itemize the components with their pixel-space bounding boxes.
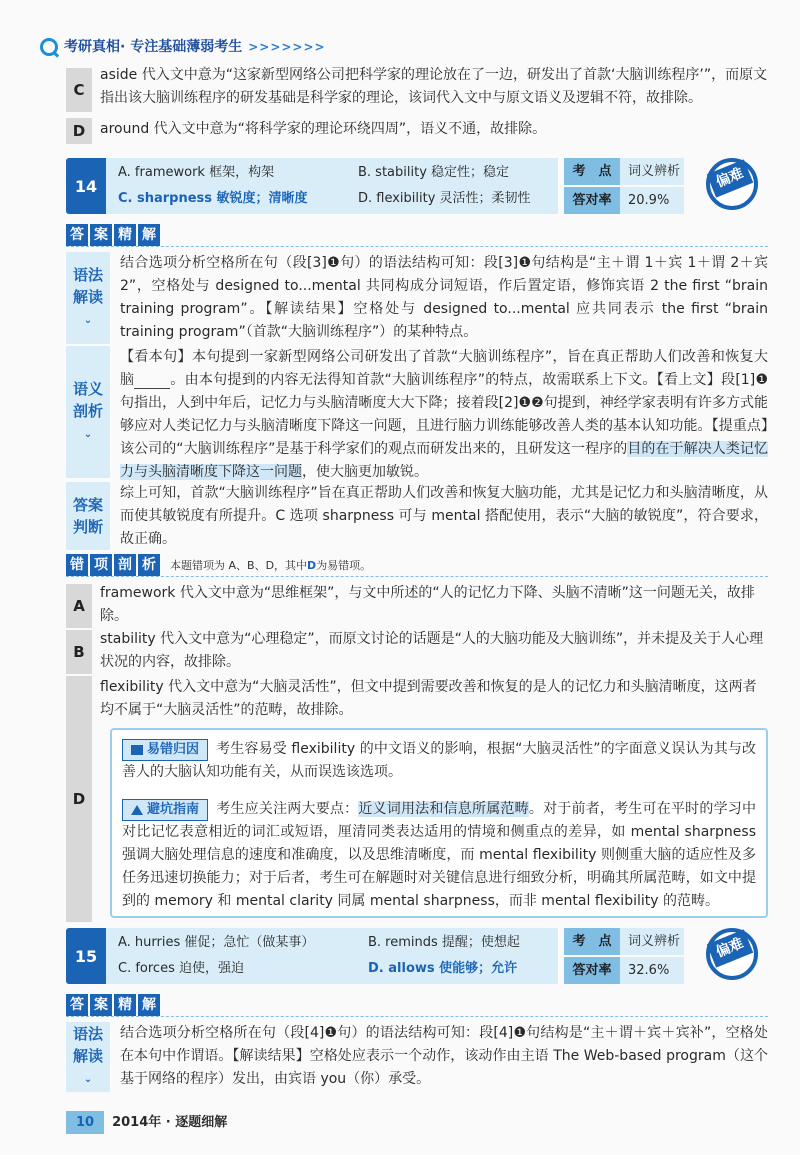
option-letter: D [66,118,92,144]
heading-char: 解 [138,994,160,1016]
answer-section-heading [66,224,162,246]
summary-text: 本题错项为 A、B、D，其中 [170,558,308,572]
choice-c-correct: C. sharpness 敏锐度；清晰度 [118,191,308,206]
option-explanation: around 代入文中意为“将科学家的理论环绕四周”，语义不通，故排除。 [100,121,547,137]
warning-icon [131,805,143,815]
choice-d-correct: D. allows 使能够；允许 [368,961,518,976]
question-14-box [66,158,770,214]
stat-value: 32.6% [620,957,684,984]
stats-panel [564,928,684,984]
stat-value: 词义辨析 [620,158,684,185]
tips-box [110,728,768,918]
semantic-label [66,346,110,478]
paragraph-text: 【解读结果】空格处与 designed to...mental 应共同表示 the first “brain training program”（首款“大脑训练程序”）的某种特点。 [120,301,768,340]
stat-label: 考 点 [564,928,620,955]
stats-panel [564,158,684,214]
chevron-down-icon: ⌄ [83,429,93,440]
page-footer [66,1111,227,1134]
paragraph-text: ，使大脑更加敏锐。 [302,464,428,480]
summary-text: 为易错项。 [316,558,372,572]
paragraph-text: 【看本句】本句提到一家新型网络公司研发出了首款“大脑训练程序”，旨在真正帮助人们改善和恢复大脑 [120,349,768,388]
blank-underline [134,372,170,389]
heading-char: 剖 [114,554,136,576]
heading-char: 精 [114,994,136,1016]
option-letter: C [66,68,92,112]
stat-label: 考 点 [564,158,620,185]
stat-label: 答对率 [564,957,620,984]
difficulty-label: 偏难 [707,159,753,197]
note-text: 考生容易受 flexibility 的中文语义的影响，根据“大脑灵活性”的字面意义误认为其与改善人的大脑认知功能有关，从而误选该选项。 [122,741,756,780]
tag-label: 避坑指南 [147,802,200,817]
highlighted-text: 近义词用法和信息所属范畴 [358,801,529,817]
heading-char: 精 [114,224,136,246]
choice-a: A. framework 框架，构架 [118,165,275,180]
choice-b: B. stability 稳定性；稳定 [358,165,510,180]
highlighted-text: 目的在于解决人类记忆力与头脑清晰度下降这一问题 [120,441,768,480]
difficulty-label: 偏难 [707,929,753,967]
running-header [40,36,326,58]
difficulty-badge [700,922,770,984]
page-number: 10 [66,1111,104,1134]
heading-char: 错 [66,554,88,576]
choices-panel [106,928,558,984]
option-explanation: aside 代入文中意为“这家新型网络公司把科学家的理论放在了一边，研发出了首款‘大脑训练程序’”，而原文指出该大脑训练程序的研发基础是科学家的理论，该词代入文中与原文语义及逻辑不符，故排除。 [100,67,768,106]
heading-char: 析 [138,554,160,576]
answer-section-heading [66,994,162,1016]
tag-label: 易错归因 [147,742,200,757]
option-letter: A [66,584,92,628]
answer-label [66,482,110,550]
choice-a: A. hurries 催促；急忙（做某事） [118,935,315,950]
option-row-d [66,118,768,144]
heading-char: 项 [90,554,112,576]
option-letter: B [66,630,92,674]
wrong-option-a [66,582,768,630]
note-text: 考生应关注两大要点： [216,801,359,817]
label-text: 语法解读 [72,266,103,306]
semantic-analysis [120,346,768,484]
heading-char: 答 [66,224,88,246]
option-letter: D [66,676,92,922]
brand-name: 考研真相 [64,38,120,55]
stat-label: 答对率 [564,187,620,214]
paragraph-text: 。由本句提到的内容无法得知首款“大脑训练程序”的特点，故需联系上下文。【看上文】段[1]❶句指出，人到中年后，记忆力与头脑清晰度大大下降；接着段[2]❶❷句提到，神经学家表明有许多方式能够应对人类记忆力与头脑清晰度下降这一问题，且进行脑力训练能够改善人类的基本认知功能。【提重点】该公司的“大脑训练程序”是基于科学家们的观点而研发出来的，且研发这一程序的 [120,372,769,457]
choices-panel [106,158,558,214]
search-logo-icon [40,38,58,56]
choice-d: D. flexibility 灵活性；柔韧性 [358,191,531,206]
grammar-analysis: 结合选项分析空格所在句（段[4]❶句）的语法结构可知：段[4]❶句结构是“主＋谓＋宾＋宾补”，空格处在本句中作谓语。【解读结果】空格处应表示一个动作，该动作由主语 The Web-based program（这个基于网络的程序）发出，由宾语 you（你）承受。 [120,1025,768,1087]
pitfall-guide-tag [122,799,208,821]
question-number: 15 [66,928,106,984]
chevron-down-icon: ⌄ [83,315,93,326]
wrong-option-b [66,628,768,676]
choice-b: B. reminds 提醒；使想起 [368,935,520,950]
heading-char: 解 [138,224,160,246]
label-text: 语义剖析 [72,380,103,420]
wrong-options-heading [66,554,371,576]
heading-char: 案 [90,994,112,1016]
wrong-options-summary [170,554,371,577]
error-cause-tag [122,739,208,761]
error-cause-note [122,738,756,784]
footer-title: 2014年 · 逐题细解 [112,1115,228,1130]
grammar-label [66,252,110,344]
note-text: 。对于前者，考生可在平时的学习中对比记忆表意相近的词汇或短语，厘清同类表达适用的情境和侧重点的差异，如 mental sharpness 强调大脑处理信息的速度和准确度，以及思维清晰度，而 mental flexibility 则侧重大脑的适应性及多任务迅速切换能力；对于后者，考生可在解题时对关键信息进行细致分析，明确其所属范畴，如文中提到的 memory 和 mental clarity 同属 mental sharpness，而非 mental flexibility 的范畴。 [122,801,757,909]
grammar-label [66,1022,110,1092]
answer-judgement: 综上可知，首款“大脑训练程序”旨在真正帮助人们改善和恢复大脑功能，尤其是记忆力和头脑清晰度，从而使其敏锐度有所提升。C 选项 sharpness 可与 mental 搭配使用，表示“大脑的敏锐度”，符合要求，故正确。 [120,485,768,547]
pitfall-guide-note [122,798,756,913]
label-text: 答案判断 [72,496,103,536]
option-explanation: framework 代入文中意为“思维框架”，与文中所述的“人的记忆力下降、头脑不清晰”这一问题无关，故排除。 [100,585,755,624]
question-number: 14 [66,158,106,214]
divider [66,1016,768,1017]
choice-c: C. forces 迫使，强迫 [118,961,244,976]
option-explanation: stability 代入文中意为“心理稳定”，而原文讨论的话题是“人的大脑功能及大脑训练”，并未提及关于人心理状况的内容，故排除。 [100,631,764,670]
difficulty-badge [700,152,770,214]
heading-char: 答 [66,994,88,1016]
label-text: 语法解读 [72,1025,103,1065]
note-icon [131,745,143,755]
brand-tagline: · 专注基础薄弱考生 [120,38,243,55]
stat-value: 词义辨析 [620,928,684,955]
paragraph-text: 结合选项分析空格所在句（段[3]❶句）的语法结构可知：段[3]❶句结构是“主＋谓 1＋宾 1＋谓 2＋宾 2”，空格处与 designed to...mental 共同构成分词短语，作后置定语，修饰宾语 2 the first “brain training program”。 [120,255,768,317]
header-arrows: >>>>>>> [248,39,326,54]
option-explanation: flexibility 代入文中意为“大脑灵活性”，但文中提到需要改善和恢复的是人的记忆力和头脑清晰度，这两者均不属于“大脑灵活性”的范畴，故排除。 [100,679,757,718]
grammar-analysis [120,252,768,344]
summary-emphasis: D [307,558,317,572]
question-15-box [66,928,770,984]
heading-char: 案 [90,224,112,246]
option-row-c [66,64,768,116]
divider [66,576,768,577]
stat-value: 20.9% [620,187,684,214]
divider [66,246,768,247]
chevron-down-icon: ⌄ [83,1074,93,1085]
